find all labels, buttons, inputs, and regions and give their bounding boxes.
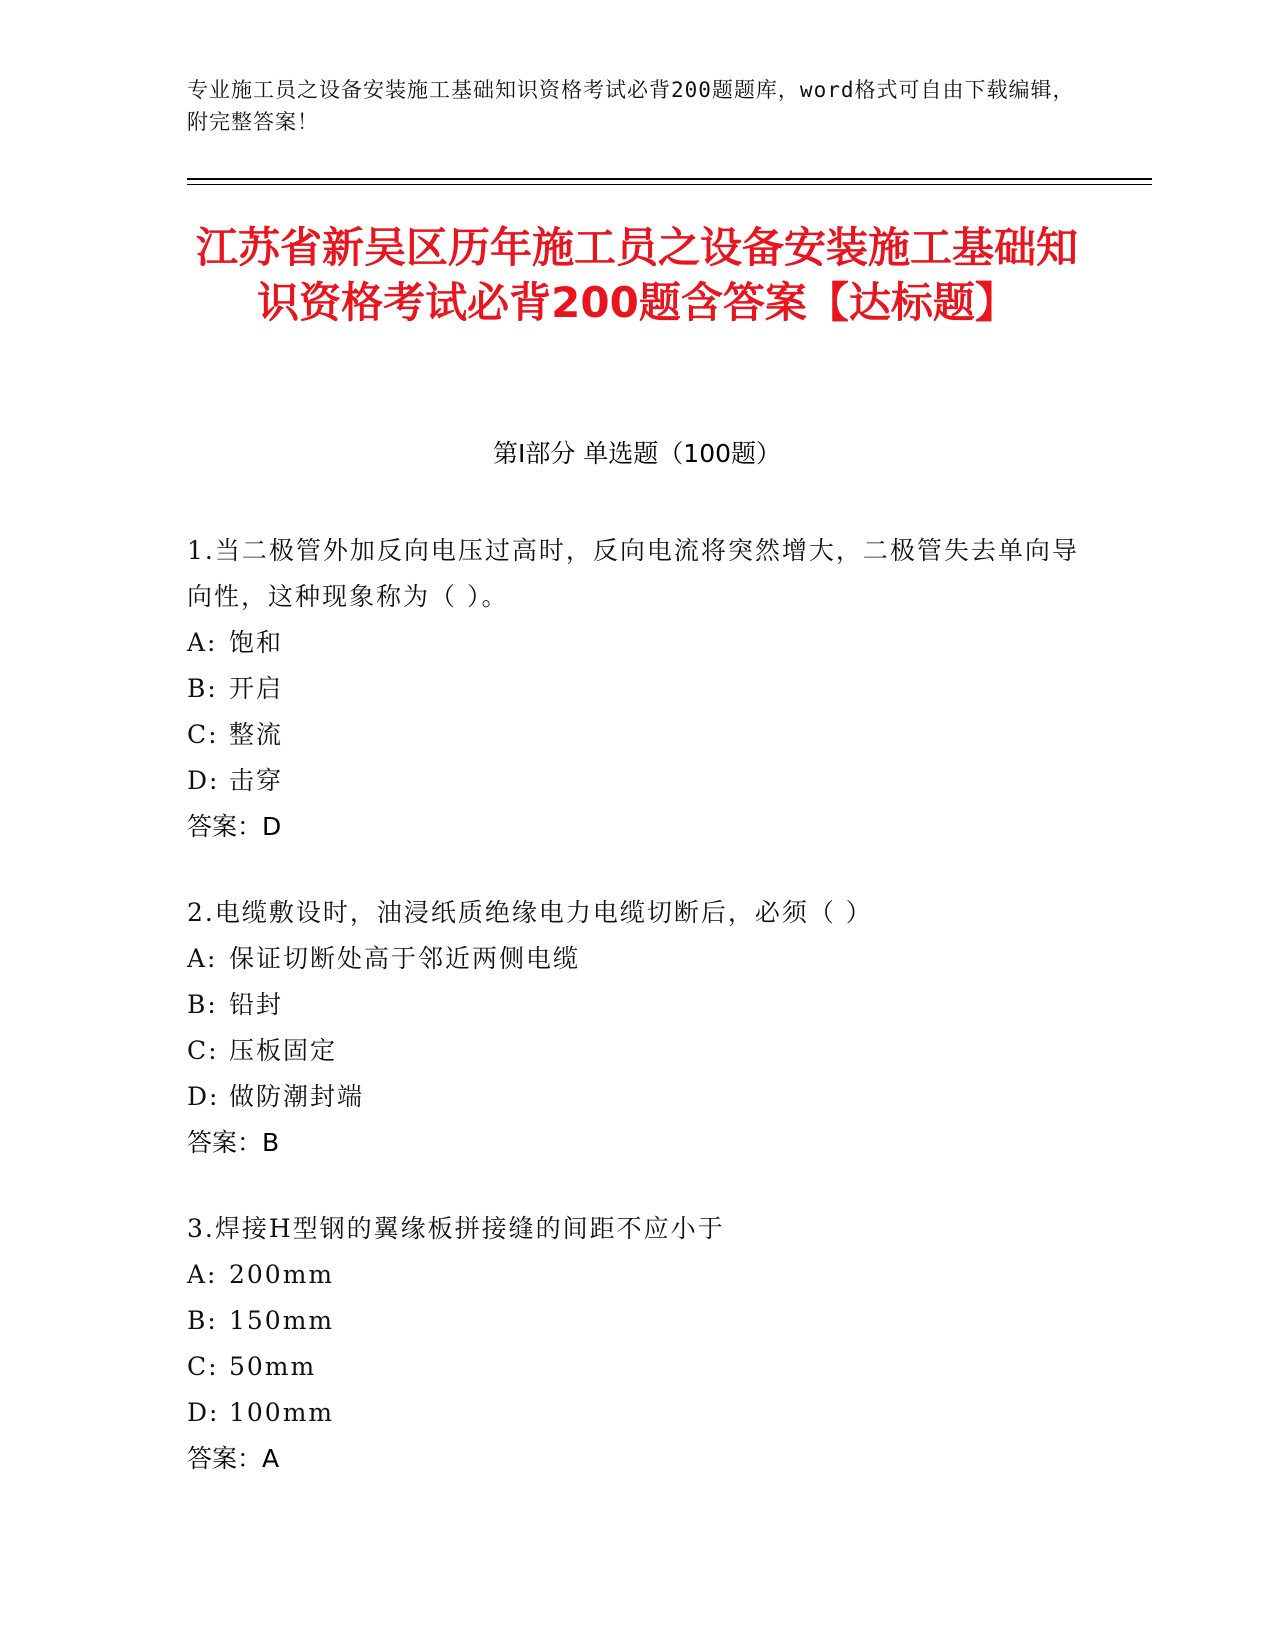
answer-line: 答案：D: [187, 812, 282, 841]
header-note: 专业施工员之设备安装施工基础知识资格考试必背200题题库，word格式可自由下载编辑，附完整答案！: [187, 78, 1075, 134]
option-text: 100mm: [229, 1398, 335, 1427]
section-heading: 第I部分 单选题（100题）: [492, 439, 782, 468]
option-b: [187, 1298, 1087, 1344]
question-stem: 2.电缆敷设时，油浸纸质绝缘电力电缆切断后，必须（ ）: [187, 898, 873, 927]
option-d: [187, 1390, 1087, 1436]
option-d: [187, 758, 1087, 804]
option-key: B:: [187, 1306, 218, 1335]
document-title: 江苏省新吴区历年施工员之设备安装施工基础知识资格考试必背200题含答案【达标题】: [195, 223, 1078, 327]
option-text: 铅封: [229, 990, 284, 1019]
option-text: 200mm: [229, 1260, 335, 1289]
question-stem: 1.当二极管外加反向电压过高时，反向电流将突然增大，二极管失去单向导向性，这种现象称为（ ）。: [187, 536, 1079, 611]
option-a: [187, 620, 1087, 666]
option-c: [187, 1344, 1087, 1390]
header-divider-thin: [187, 184, 1152, 185]
option-key: D:: [187, 1398, 220, 1427]
option-text: 保证切断处高于邻近两侧电缆: [229, 944, 581, 973]
option-c: [187, 712, 1087, 758]
option-text: 150mm: [229, 1306, 335, 1335]
option-b: [187, 982, 1087, 1028]
option-key: C:: [187, 1036, 219, 1065]
option-d: [187, 1074, 1087, 1120]
option-a: [187, 936, 1087, 982]
option-key: B:: [187, 674, 218, 703]
option-text: 50mm: [229, 1352, 317, 1381]
option-key: B:: [187, 990, 218, 1019]
option-text: 压板固定: [229, 1036, 338, 1065]
option-key: D:: [187, 1082, 220, 1111]
question-list: [187, 528, 1087, 1522]
option-key: C:: [187, 720, 219, 749]
question-stem: 3.焊接H型钢的翼缘板拼接缝的间距不应小于: [187, 1214, 725, 1243]
question-item: [187, 1206, 1087, 1482]
option-key: A:: [187, 944, 218, 973]
answer-line: 答案：B: [187, 1128, 280, 1157]
answer-line: 答案：A: [187, 1444, 280, 1473]
option-key: A:: [187, 1260, 218, 1289]
option-text: 整流: [229, 720, 284, 749]
option-c: [187, 1028, 1087, 1074]
question-item: [187, 528, 1087, 850]
option-a: [187, 1252, 1087, 1298]
question-item: [187, 890, 1087, 1166]
option-text: 开启: [229, 674, 284, 703]
option-key: A:: [187, 628, 218, 657]
option-key: D:: [187, 766, 220, 795]
option-text: 击穿: [229, 766, 284, 795]
option-text: 饱和: [229, 628, 284, 657]
option-key: C:: [187, 1352, 219, 1381]
header-divider-thick: [187, 178, 1152, 180]
option-b: [187, 666, 1087, 712]
option-text: 做防潮封端: [229, 1082, 365, 1111]
